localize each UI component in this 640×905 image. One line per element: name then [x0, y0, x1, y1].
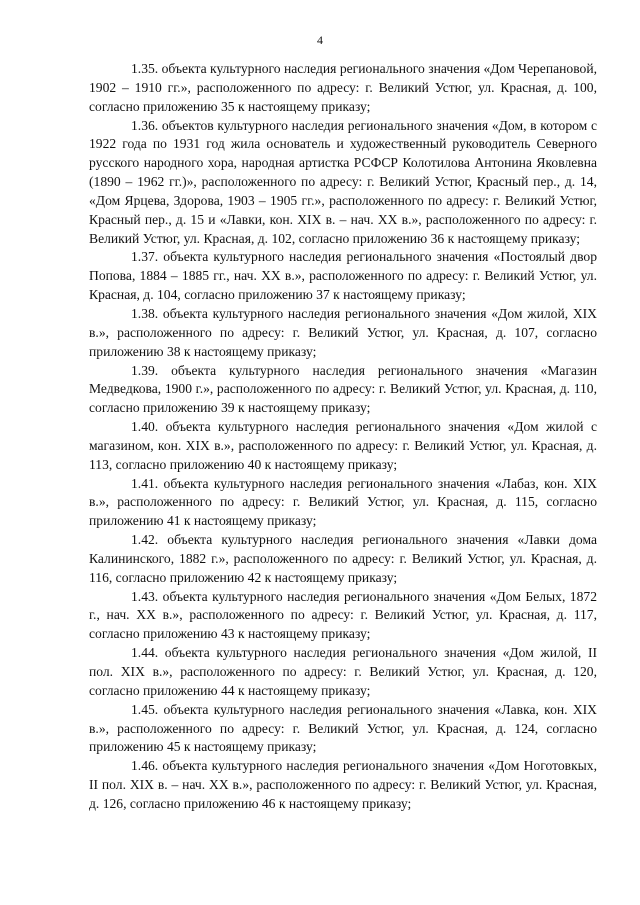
paragraph-1-35: 1.35. объекта культурного наследия регионального значения «Дом Черепановой, 1902 – 1910 гг.», расположенного по адресу: г. Великий Устюг, ул. Красная, д. 100, согласно приложению 35 к настоящему приказу;	[89, 61, 597, 114]
paragraph-1-37: 1.37. объекта культурного наследия регионального значения «Постоялый двор Попова, 1884 – 1885 гг., нач. XX в.», расположенного по адресу: г. Великий Устюг, ул. Красная, д. 104, согласно приложению 37 к настоящему приказу;	[89, 249, 597, 303]
page-number: 4	[317, 33, 323, 47]
paragraph-1-46: 1.46. объекта культурного наследия регионального значения «Дом Ноготовкых, II пол. XIX в. – нач. XX в.», расположенного по адресу: г. Великий Устюг, ул. Красная, д. 126, согласно приложению 46 к настоящему приказу;	[89, 758, 597, 811]
paragraph-1-39: 1.39. объекта культурного наследия регионального значения «Магазин Медведкова, 1900 г.», расположенного по адресу: г. Великий Устюг, ул. Красная, д. 110, согласно приложению 39 к настоящему приказу;	[89, 362, 597, 416]
paragraph-1-38: 1.38. объекта культурного наследия регионального значения «Дом жилой, XIX в.», расположенного по адресу: г. Великий Устюг, ул. Красная, д. 107, согласно приложению 38 к настоящему приказу;	[89, 305, 597, 359]
paragraph-1-42: 1.42. объекта культурного наследия регионального значения «Лавки дома Калининского, 1882 г.», расположенного по адресу: г. Великий Устюг, ул. Красная, д. 116, согласно приложению 42 к настоящему приказу;	[89, 532, 597, 585]
paragraph-1-45: 1.45. объекта культурного наследия регионального значения «Лавка, кон. XIX в.», расположенного по адресу: г. Великий Устюг, ул. Красная, д. 124, согласно приложению 45 к настоящему приказу;	[89, 701, 597, 755]
paragraph-1-40: 1.40. объекта культурного наследия регионального значения «Дом жилой с магазином, кон. XIX в.», расположенного по адресу: г. Великий Устюг, ул. Красная, д. 113, согласно приложению 40 к настоящему приказу;	[89, 419, 597, 472]
paragraph-1-43: 1.43. объекта культурного наследия регионального значения «Дом Белых, 1872 г., нач. XX в.», расположенного по адресу: г. Великий Устюг, ул. Красная, д. 117, согласно приложению 43 к настоящему приказу;	[89, 588, 597, 642]
paragraph-1-41: 1.41. объекта культурного наследия регионального значения «Лабаз, кон. XIX в.», расположенного по адресу: г. Великий Устюг, ул. Красная, д. 115, согласно приложению 41 к настоящему приказу;	[89, 475, 597, 529]
document-body	[89, 60, 597, 814]
paragraph-1-36: 1.36. объектов культурного наследия регионального значения «Дом, в котором с 1922 года по 1931 год жила основатель и художественный руководитель Северного русского народного хора, народная артистка РСФСР Колотилова Антонина Яковлевна (1890 – 1962 гг.)», расположенного по адресу: г. Великий Устюг, Красный пер., д. 14, «Дом Ярцева, Здорова, 1903 – 1905 гг.», расположенного по адресу: г. Великий Устюг, Красный пер., д. 15 и «Лавки, кон. XIX в. – нач. XX в.», расположенного по адресу: г. Великий Устюг, ул. Красная, д. 102, согласно приложению 36 к настоящему приказу;	[89, 117, 597, 246]
paragraph-1-44: 1.44. объекта культурного наследия регионального значения «Дом жилой, II пол. XIX в.», расположенного по адресу: г. Великий Устюг, ул. Красная, д. 120, согласно приложению 44 к настоящему приказу;	[89, 645, 597, 698]
